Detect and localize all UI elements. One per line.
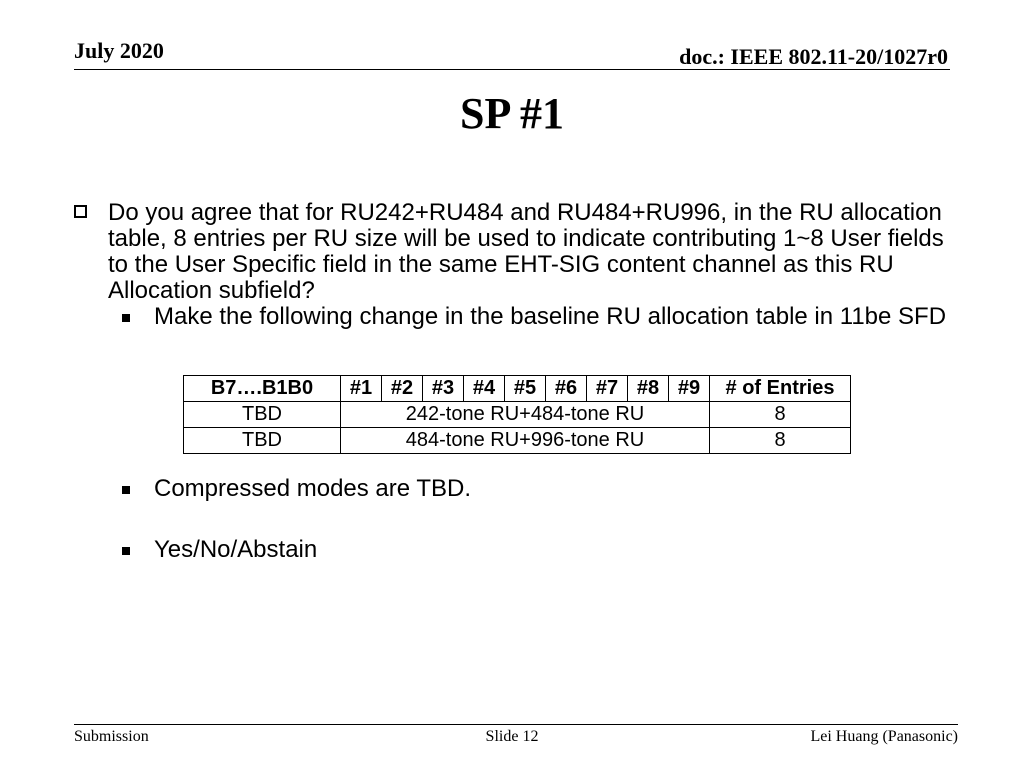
table-header-cell: #9 — [669, 376, 710, 402]
header-doc-number: doc.: IEEE 802.11-20/1027r0 — [679, 44, 948, 69]
table-header-cell: #1 — [341, 376, 382, 402]
footer-divider — [74, 724, 958, 725]
bullet-item — [120, 537, 950, 563]
footer-author: Lei Huang (Panasonic) — [810, 728, 958, 745]
table-header-cell: #4 — [464, 376, 505, 402]
ru-allocation-table — [183, 375, 851, 454]
table-cell-ru: 242-tone RU+484-tone RU — [341, 402, 710, 428]
table-cell-entries: 8 — [710, 428, 851, 454]
table-header-cell: #2 — [382, 376, 423, 402]
table-cell-bits: TBD — [184, 428, 341, 454]
table-header-cell: #6 — [546, 376, 587, 402]
table-header-cell: #7 — [587, 376, 628, 402]
table-cell-entries: 8 — [710, 402, 851, 428]
table-header-cell: B7….B1B0 — [184, 376, 341, 402]
header-date: July 2020 — [74, 38, 164, 63]
bullet-item — [120, 304, 950, 330]
table-header-row — [184, 376, 851, 402]
table-cell-bits: TBD — [184, 402, 341, 428]
table-header-cell: #3 — [423, 376, 464, 402]
question-item — [74, 200, 954, 304]
slide-title: SP #1 — [460, 89, 564, 138]
checkbox-bullet-icon — [74, 205, 87, 218]
table-header-cell: # of Entries — [710, 376, 851, 402]
table-row — [184, 402, 851, 428]
table-cell-ru: 484-tone RU+996-tone RU — [341, 428, 710, 454]
question-text: Do you agree that for RU242+RU484 and RU484+RU996, in the RU allocation table, 8 entries per RU size will be used to indicate contributing 1~8 User fields to the User Specific field in the same EHT-SIG content channel as this RU Allocation subfield? — [108, 199, 944, 304]
table-header-cell: #8 — [628, 376, 669, 402]
footer-slide-number: Slide 12 — [485, 728, 539, 745]
bullet-item — [120, 476, 950, 502]
table-row — [184, 428, 851, 454]
square-bullet-icon — [122, 314, 130, 322]
bullet-text: Compressed modes are TBD. — [154, 475, 472, 502]
square-bullet-icon — [122, 547, 130, 555]
bullet-text: Make the following change in the baseline RU allocation table in 11be SFD — [154, 303, 947, 330]
bullet-text: Yes/No/Abstain — [154, 536, 318, 563]
header-divider — [74, 69, 950, 70]
footer-submission: Submission — [74, 728, 149, 745]
square-bullet-icon — [122, 486, 130, 494]
table-header-cell: #5 — [505, 376, 546, 402]
